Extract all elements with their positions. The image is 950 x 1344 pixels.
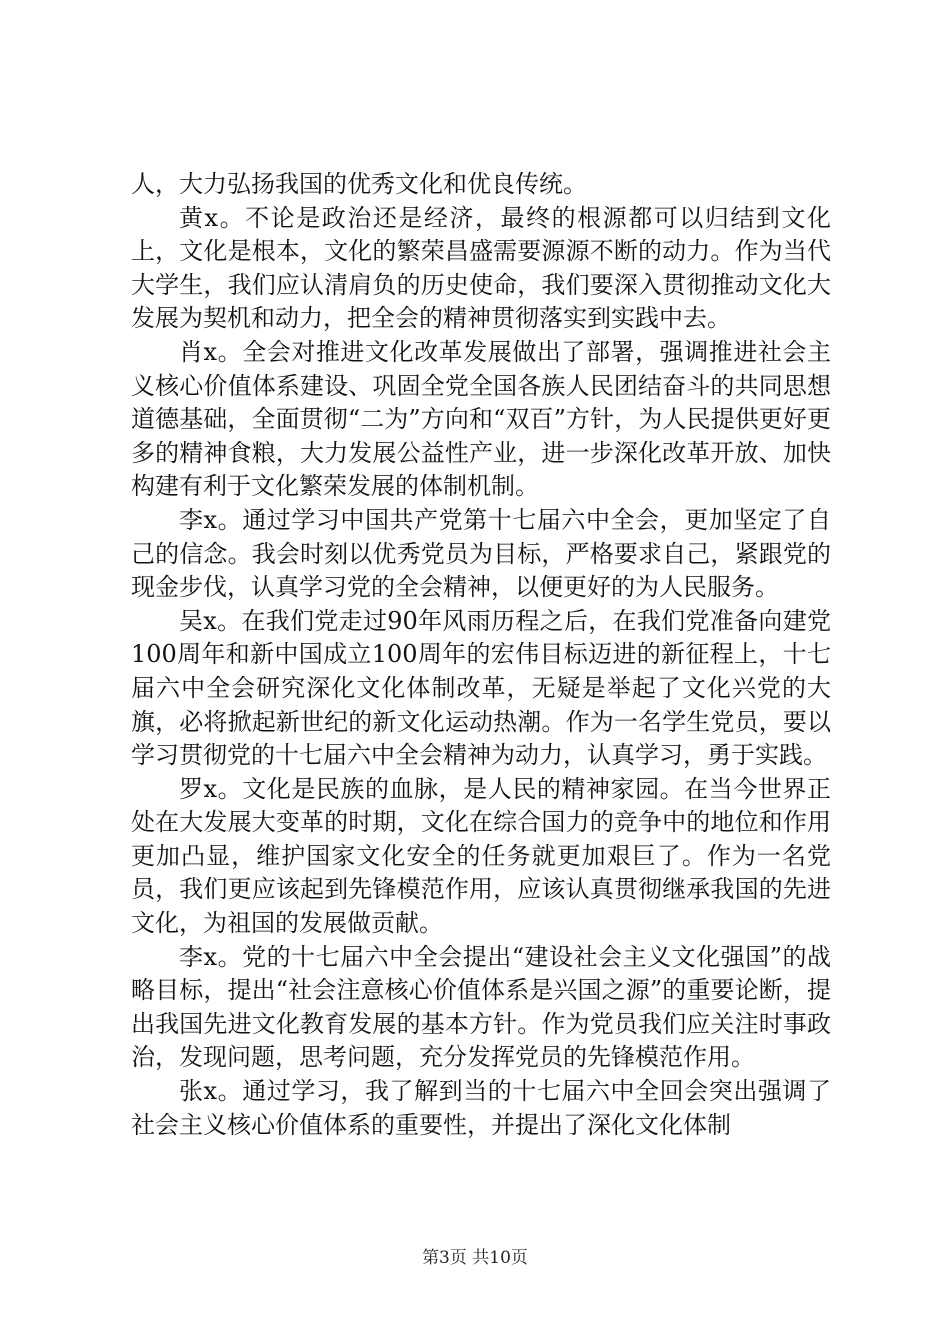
document-body <box>131 168 831 1142</box>
paragraph: 吴x。在我们党走过90年风雨历程之后，在我们党准备向建党100周年和新中国成立100周年的宏伟目标迈进的新征程上，十七届六中全会研究深化文化体制改革，无疑是举起了文化兴党的大旗，必将掀起新世纪的新文化运动热潮。作为一名学生党员，要以学习贯彻党的十七届六中全会精神为动力，认真学习，勇于实践。 <box>131 606 831 770</box>
page-number-footer: 第3页 共10页 <box>422 1248 528 1268</box>
paragraph: 李x。党的十七届六中全会提出“建设社会主义文化强国”的战略目标，提出“社会注意核心价值体系是兴国之源”的重要论断，提出我国先进文化教育发展的基本方针。作为党员我们应关注时事政治，发现问题，思考问题，充分发挥党员的先锋模范作用。 <box>131 942 831 1072</box>
paragraph: 人，大力弘扬我国的优秀文化和优良传统。 <box>131 170 587 198</box>
paragraph: 张x。通过学习，我了解到当的十七届六中全回会突出强调了社会主义核心价值体系的重要性，并提出了深化文化体制 <box>131 1077 831 1139</box>
paragraph: 黄x。不论是政治还是经济，最终的根源都可以归结到文化上，文化是根本，文化的繁荣昌盛需要源源不断的动力。作为当代大学生，我们应认清肩负的历史使命，我们要深入贯彻推动文化大发展为契机和动力，把全会的精神贯彻落实到实践中去。 <box>131 203 831 333</box>
paragraph: 罗x。文化是民族的血脉，是人民的精神家园。在当今世界正处在大发展大变革的时期，文化在综合国力的竞争中的地位和作用更加凸显，维护国家文化安全的任务就更加艰巨了。作为一名党员，我们更应该起到先锋模范作用，应该认真贯彻继承我国的先进文化，为祖国的发展做贡献。 <box>131 774 831 938</box>
paragraph: 肖x。全会对推进文化改革发展做出了部署，强调推进社会主义核心价值体系建设、巩固全党全国各族人民团结奋斗的共同思想道德基础，全面贯彻“二为”方向和“双百”方针，为人民提供更好更多的精神食粮，大力发展公益性产业，进一步深化改革开放、加快构建有利于文化繁荣发展的体制机制。 <box>131 337 831 501</box>
paragraph: 李x。通过学习中国共产党第十七届六中全会，更加坚定了自己的信念。我会时刻以优秀党员为目标，严格要求自己，紧跟党的现金步伐，认真学习党的全会精神，以便更好的为人民服务。 <box>131 505 831 602</box>
